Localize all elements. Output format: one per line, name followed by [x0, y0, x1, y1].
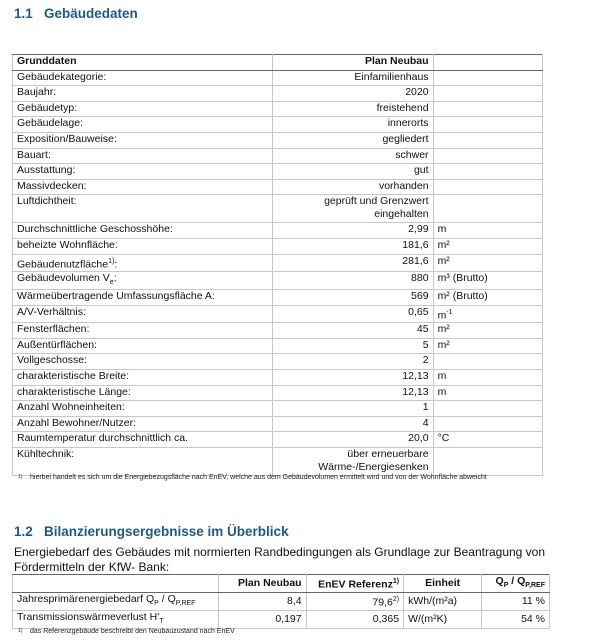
row-unit: $m^{-1}$ [433, 305, 542, 323]
row-value: 281,6 [273, 254, 433, 272]
row-value: über erneuerbare Wärme-/Energiesenken [273, 447, 433, 475]
row-label: Massivdecken: [13, 179, 273, 195]
row-ratio: 54 % [482, 611, 550, 629]
footnote-mark: 1) [18, 628, 23, 634]
row-unit [433, 86, 542, 102]
header-unit: Einheit [404, 575, 482, 593]
row-value: gut [273, 164, 433, 180]
row-unit: m [433, 223, 542, 239]
row-ratio: 11 % [482, 593, 550, 611]
row-label: charakteristische Länge: [13, 385, 273, 401]
results-table [12, 574, 550, 629]
row-value: 4 [273, 416, 433, 432]
row-plan: 8,4 [219, 593, 306, 611]
row-unit [433, 195, 542, 223]
building-data-table [12, 54, 543, 476]
header-ratio: $Q_P / Q_{P,REF}$ [482, 575, 550, 593]
row-value: 0,65 [273, 305, 433, 323]
row-label: Ausstattung: [13, 164, 273, 180]
header-plan: Plan Neubau [219, 575, 306, 593]
row-value: 2 [273, 354, 433, 370]
row-ref: 0,365 [306, 611, 403, 629]
section-number: 1.2 [14, 524, 33, 539]
row-value: 1 [273, 401, 433, 417]
header-c1 [13, 575, 219, 593]
footnote-text: hierbei handelt es sich um die Energiebezugsfläche nach EnEV, welche aus dem Gebäudevolumen ermittelt wird und von der Wohnfläche abweicht [30, 474, 487, 481]
row-value: 2,99 [273, 223, 433, 239]
table2-footnote [18, 627, 235, 638]
table-row [13, 164, 543, 180]
row-value: vorhanden [273, 179, 433, 195]
row-value: 12,13 [273, 370, 433, 386]
row-unit: m² [433, 323, 542, 339]
table-row [13, 416, 543, 432]
table-row [13, 593, 550, 611]
header-label: Grunddaten [13, 55, 273, 71]
row-unit: m [433, 370, 542, 386]
table-row [13, 401, 543, 417]
row-value: Einfamilienhaus [273, 70, 433, 86]
row-value: 2020 [273, 86, 433, 102]
row-label: Fensterflächen: [13, 323, 273, 339]
row-value: innerorts [273, 117, 433, 133]
table-row [13, 272, 543, 290]
row-unit [433, 354, 542, 370]
row-value: 5 [273, 338, 433, 354]
table-row [13, 338, 543, 354]
header-value: Plan Neubau [273, 55, 433, 71]
row-unit: m² [433, 254, 542, 272]
row-label: Vollgeschosse: [13, 354, 273, 370]
table-row [13, 101, 543, 117]
row-label: Baujahr: [13, 86, 273, 102]
table-row [13, 117, 543, 133]
row-value: 20,0 [273, 432, 433, 448]
row-unit: m [433, 385, 542, 401]
row-label: Anzahl Bewohner/Nutzer: [13, 416, 273, 432]
footnote-text: das Referenzgebäude beschreibt den Neubauzustand nach EnEV [30, 628, 235, 635]
row-unit [433, 164, 542, 180]
table-row [13, 86, 543, 102]
table-header-row [13, 55, 543, 71]
table-row [13, 305, 543, 323]
row-label: Gebäudevolumen $V_e$: [13, 272, 273, 290]
row-label: Gebäudekategorie: [13, 70, 273, 86]
row-unit: m² [433, 338, 542, 354]
table-row [13, 179, 543, 195]
section-title: Bilanzierungsergebnisse im Überblick [44, 524, 289, 539]
table-row [13, 132, 543, 148]
section-title: Gebäudedaten [44, 6, 138, 21]
row-label: Luftdichtheit: [13, 195, 273, 223]
section-number: 1.1 [14, 6, 33, 21]
table-row [13, 70, 543, 86]
section-1-heading [14, 6, 138, 21]
row-unit [433, 132, 542, 148]
header-unit [433, 55, 542, 71]
row-label: Bauart: [13, 148, 273, 164]
row-unit [433, 148, 542, 164]
results-table-body [13, 575, 550, 629]
row-label: A/V-Verhältnis: [13, 305, 273, 323]
row-label: Durchschnittliche Geschosshöhe: [13, 223, 273, 239]
row-unit [433, 70, 542, 86]
row-value: 569 [273, 290, 433, 306]
row-unit: W/(m²K) [404, 611, 482, 629]
row-label: charakteristische Breite: [13, 370, 273, 386]
row-value: geprüft und Grenzwert eingehalten [273, 195, 433, 223]
row-value: freistehend [273, 101, 433, 117]
row-value: 181,6 [273, 238, 433, 254]
row-label: Anzahl Wohneinheiten: [13, 401, 273, 417]
table-row [13, 447, 543, 475]
row-value: 880 [273, 272, 433, 290]
row-unit: kWh/(m²a) [404, 593, 482, 611]
row-unit [433, 447, 542, 475]
row-value: 45 [273, 323, 433, 339]
table-row [13, 148, 543, 164]
row-label: Gebäudenutzfläche$^{1)}$: [13, 254, 273, 272]
row-label: beheizte Wohnfläche: [13, 238, 273, 254]
table-row [13, 370, 543, 386]
header-ref: EnEV Referenz$^{1)}$ [306, 575, 403, 593]
row-unit [433, 416, 542, 432]
row-unit: m³ (Brutto) [433, 272, 542, 290]
row-value: 12,13 [273, 385, 433, 401]
row-unit: m² [433, 238, 542, 254]
row-label: Exposition/Bauweise: [13, 132, 273, 148]
row-unit [433, 101, 542, 117]
section-2-heading [14, 524, 289, 539]
row-label: Außentürflächen: [13, 338, 273, 354]
table-row [13, 432, 543, 448]
building-data-table-body [13, 55, 543, 476]
row-value: schwer [273, 148, 433, 164]
row-value: gegliedert [273, 132, 433, 148]
row-unit [433, 117, 542, 133]
row-ref: 79,6$^{2)}$ [306, 593, 403, 611]
row-plan: 0,197 [219, 611, 306, 629]
table-row [13, 238, 543, 254]
table-row [13, 385, 543, 401]
row-unit [433, 179, 542, 195]
table1-footnote [18, 473, 487, 484]
row-unit: m² (Brutto) [433, 290, 542, 306]
table-row [13, 195, 543, 223]
row-label: Wärmeübertragende Umfassungsfläche A: [13, 290, 273, 306]
table-row [13, 354, 543, 370]
table-row [13, 254, 543, 272]
row-label: Gebäudetyp: [13, 101, 273, 117]
footnote-mark: 1) [18, 474, 23, 480]
intro-paragraph: Energiebedarf des Gebäudes mit normierten Randbedingungen als Grundlage zur Beantragung von Fördermitteln der KfW- Bank: [14, 545, 546, 574]
row-label: Jahresprimärenergiebedarf $Q_P / Q_{P,REF}$ [13, 593, 219, 611]
table-header-row [13, 575, 550, 593]
table-row [13, 290, 543, 306]
row-label: Gebäudelage: [13, 117, 273, 133]
table-row [13, 323, 543, 339]
row-unit: °C [433, 432, 542, 448]
row-unit [433, 401, 542, 417]
row-label: Kühltechnik: [13, 447, 273, 475]
row-label: Transmissionswärmeverlust $H'_T$ [13, 611, 219, 629]
table-row [13, 223, 543, 239]
row-label: Raumtemperatur durchschnittlich ca. [13, 432, 273, 448]
